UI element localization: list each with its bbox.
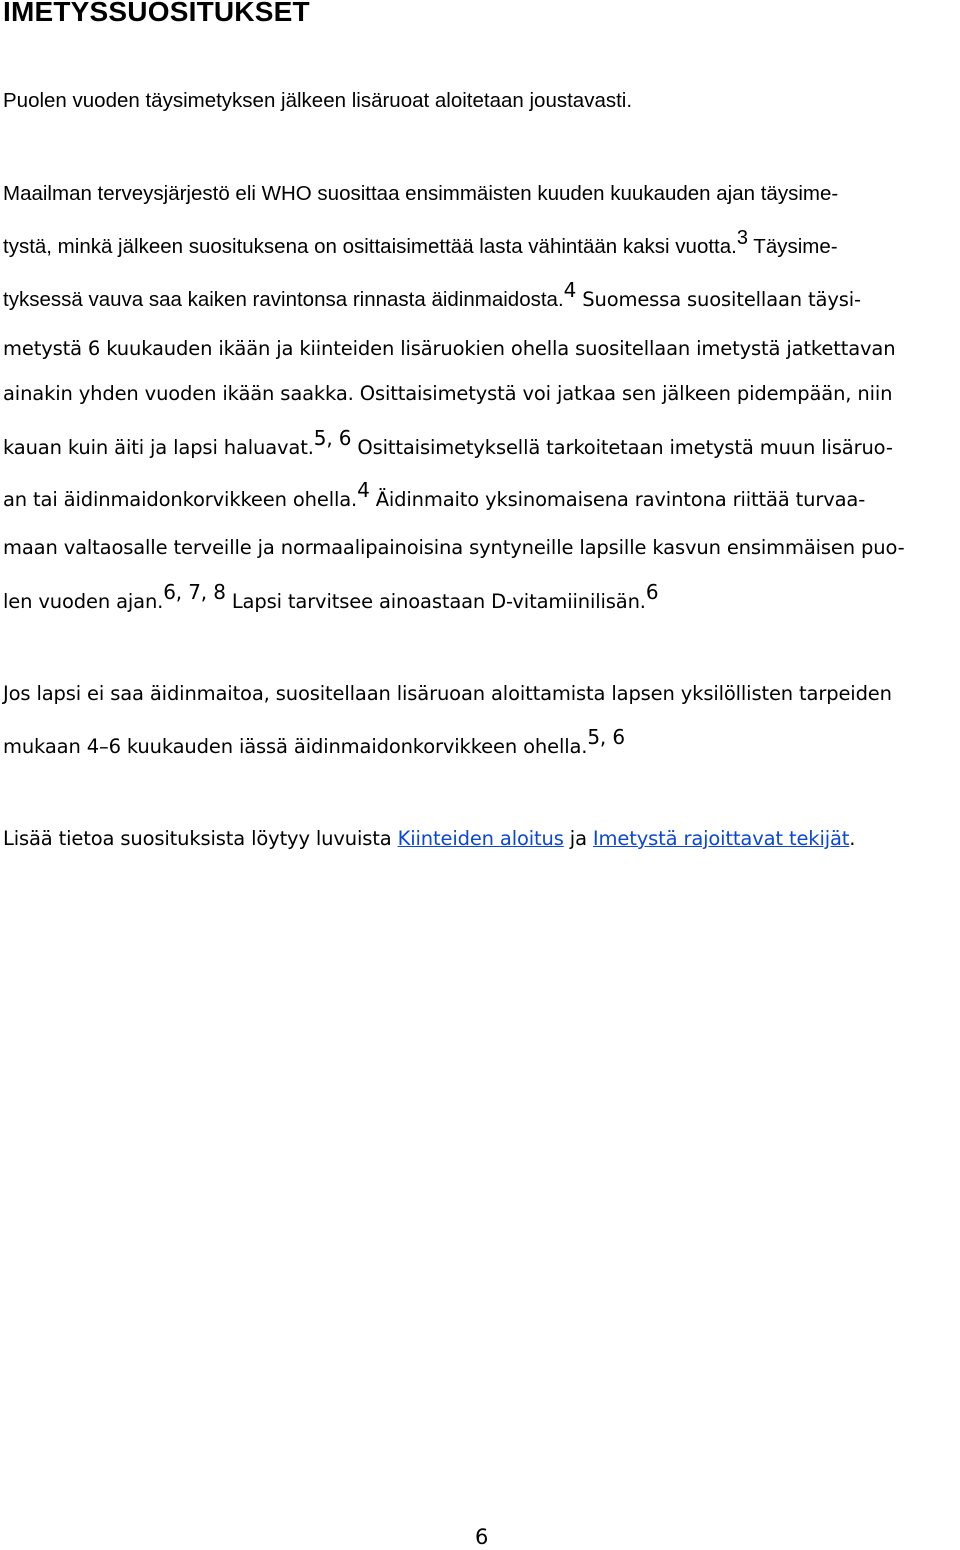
p1-line-3-tail: Suomessa suositellaan täysi- <box>576 288 861 311</box>
citation-ref-6: 6 <box>645 580 659 604</box>
citation-ref-5-6b: 5, 6 <box>587 725 625 749</box>
p1-line-6-text: kauan kuin äiti ja lapsi haluavat. <box>3 436 314 459</box>
p1-line-7 <box>3 478 866 513</box>
p1-line-2-tail: Täysime- <box>747 235 838 258</box>
p1-line-8: maan valtaosalle terveille ja normaalipainoisina syntyneille lapsille kasvun ensimmäisen puo- <box>3 536 905 559</box>
p1-line-9 <box>3 580 659 615</box>
citation-ref-4: 4 <box>563 278 577 302</box>
citation-ref-6-7-8: 6, 7, 8 <box>163 580 226 604</box>
p1-line-6-tail: Osittaisimetyksellä tarkoitetaan imetystä muun lisäruo- <box>351 436 893 459</box>
p1-line-7-text: an tai äidinmaidonkorvikkeen ohella. <box>3 488 358 511</box>
p1-line-6 <box>3 426 893 461</box>
link-imetysta-rajoittavat-tekijat[interactable]: Imetystä rajoittavat tekijät <box>592 827 850 850</box>
p1-line-9-mid: Lapsi tarvitsee ainoastaan D-vitamiinilisän. <box>225 590 646 613</box>
more-info-line <box>3 826 855 852</box>
page-title: IMETYSSUOSITUKSET <box>3 0 310 27</box>
p2-line-1: Jos lapsi ei saa äidinmaitoa, suositellaan lisäruoan aloittamista lapsen yksilöllisten tarpeiden <box>3 682 892 705</box>
p1-line-5: ainakin yhden vuoden ikään saakka. Osittaisimetystä voi jatkaa sen jälkeen pidempään, niin <box>3 382 893 405</box>
p1-line-4: metystä 6 kuukauden ikään ja kiinteiden lisäruokien ohella suositellaan imetystä jatkettavan <box>3 337 896 360</box>
citation-ref-4b: 4 <box>357 478 370 502</box>
citation-ref-5-6: 5, 6 <box>313 426 352 450</box>
more-info-text: Lisää tietoa suosituksista löytyy luvuista <box>3 827 398 850</box>
p1-line-3-text: tyksessä vauva saa kaiken ravintonsa rinnasta äidinmaidosta. <box>3 288 564 311</box>
link-kiinteiden-aloitus[interactable]: Kiinteiden aloitus <box>397 827 564 850</box>
p2-line-2-text: mukaan 4–6 kuukauden iässä äidinmaidonkorvikkeen ohella. <box>3 735 588 758</box>
p2-line-2 <box>3 725 625 760</box>
p1-line-3 <box>3 278 861 313</box>
p1-line-1: Maailman terveysjärjestö eli WHO suosittaa ensimmäisten kuuden kuukauden ajan täysime- <box>3 182 839 205</box>
p1-line-2-text: tystä, minkä jälkeen suosituksena on osittaisimettää lasta vähintään kaksi vuotta. <box>3 235 737 258</box>
p1-line-9-text: len vuoden ajan. <box>3 590 164 613</box>
intro-text: Puolen vuoden täysimetyksen jälkeen lisäruoat aloitetaan joustavasti. <box>3 89 633 112</box>
more-info-period: . <box>849 827 856 850</box>
p1-line-7-tail: Äidinmaito yksinomaisena ravintona riittää turvaa- <box>369 488 866 511</box>
more-info-conjunction: ja <box>563 827 593 850</box>
p1-line-2 <box>3 227 838 260</box>
citation-ref-3: 3 <box>736 227 748 249</box>
page-number: 6 <box>475 1525 489 1549</box>
